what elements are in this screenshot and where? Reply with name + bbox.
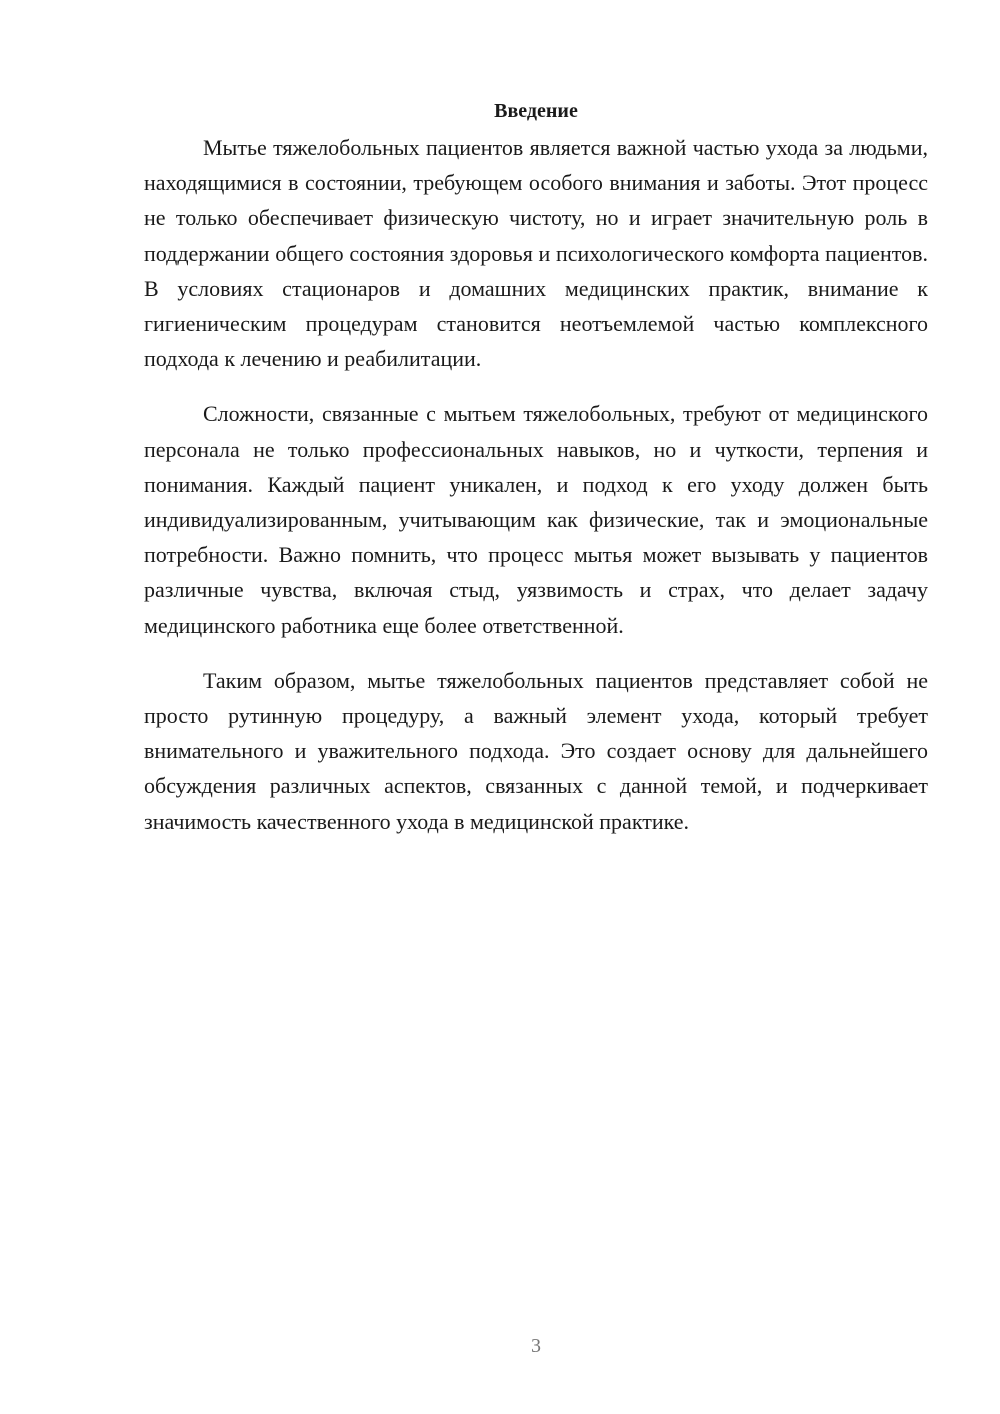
- paragraph-2: Сложности, связанные с мытьем тяжелобольных, требуют от медицинского персонала не только профессиональных навыков, но и чуткости, терпения и понимания. Каждый пациент уникален, и подход к его уходу должен быть индивидуализированным, учитывающим как физические, так и эмоциональные потребности. Важно помнить, что процесс мытья может вызывать у пациентов различные чувства, включая стыд, уязвимость и страх, что делает задачу медицинского работника еще более ответственной.: [144, 401, 928, 638]
- paragraph-3: Таким образом, мытье тяжелобольных пациентов представляет собой не просто рутинную процедуру, а важный элемент ухода, который требует внимательного и уважительного подхода. Это создает основу для дальнейшего обсуждения различных аспектов, связанных с данной темой, и подчеркивает значимость качественного ухода в медицинской практике.: [144, 667, 928, 834]
- section-heading: Введение: [494, 100, 578, 122]
- page-content: [144, 92, 928, 859]
- paragraph-1: Мытье тяжелобольных пациентов является важной частью ухода за людьми, находящимися в состоянии, требующем особого внимания и заботы. Этот процесс не только обеспечивает физическую чистоту, но и играет значительную роль в поддержании общего состояния здоровья и психологического комфорта пациентов. В условиях стационаров и домашних медицинских практик, внимание к гигиеническим процедурам становится неотъемлемой частью комплексного подхода к лечению и реабилитации.: [144, 135, 928, 372]
- page-number: 3: [531, 1335, 541, 1357]
